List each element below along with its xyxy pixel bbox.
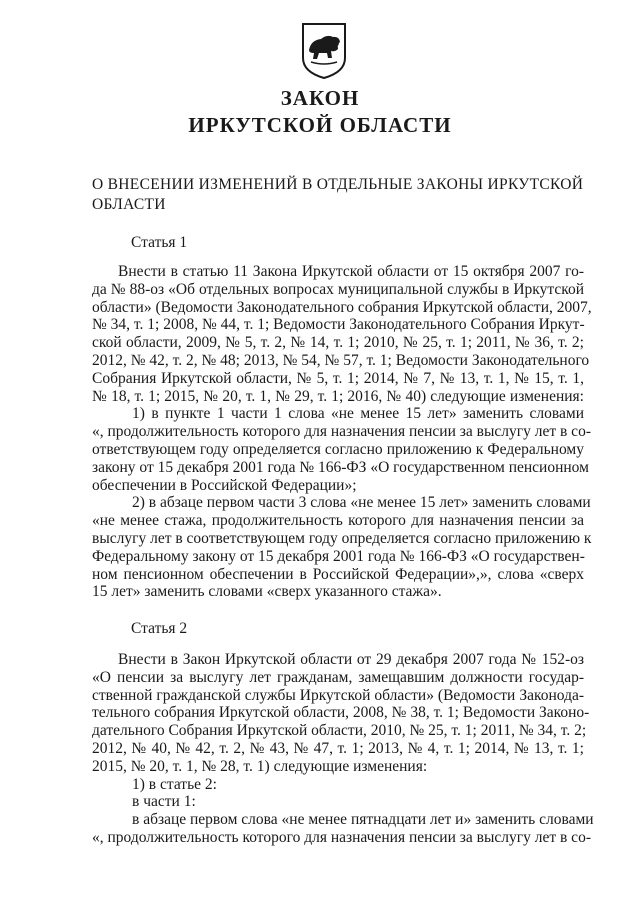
article-2-line: дательного Собрания Иркутской области, 2010, № 25, т. 1; 2011, № 34, т. 2; <box>92 722 587 740</box>
article-1-line: ответствующем году определяется согласно приложению к Федеральному <box>92 440 584 458</box>
article-1-heading: Статья 1 <box>131 234 188 251</box>
article-1-line: закону от 15 декабря 2001 года № 166-ФЗ «О государственном пенсионном <box>92 458 589 476</box>
article-1-line: выслугу лет в соответствующем году определяется согласно приложению к <box>92 529 592 547</box>
law-title-line2: ИРКУТСКОЙ ОБЛАСТИ <box>188 113 452 137</box>
article-1-line: области» (Ведомости Законодательного собрания Иркутской области, 2007, <box>92 298 592 316</box>
article-1-line: Собрания Иркутской области, № 5, т. 1; 2014, № 7, № 13, т. 1, № 15, т. 1, <box>92 369 584 387</box>
article-1-text <box>92 263 592 601</box>
irkutsk-coat-of-arms-icon <box>301 22 347 80</box>
article-2-line: в части 1: <box>132 793 196 811</box>
article-1-line: 2012, № 42, т. 2, № 48; 2013, № 54, № 57, т. 1; Ведомости Законодательного <box>92 351 590 369</box>
article-2-line: в абзаце первом слова «не менее пятнадцати лет и» заменить словами <box>132 811 594 829</box>
law-subject-line1: О ВНЕСЕНИИ ИЗМЕНЕНИЙ В ОТДЕЛЬНЫЕ ЗАКОНЫ ИРКУТСКОЙ <box>92 176 584 193</box>
article-1-line: Внести в статью 11 Закона Иркутской области от 15 октября 2007 го- <box>118 263 584 280</box>
law-subject-line2: ОБЛАСТИ <box>92 196 166 213</box>
article-2-line: 2015, № 20, т. 1, № 28, т. 1) следующие изменения: <box>92 757 428 775</box>
article-1-line: обеспечении в Российской Федерации»; <box>92 476 357 494</box>
article-2-line: «, продолжительность которого для назначения пенсии за выслугу лет в со- <box>92 828 591 846</box>
article-2-line: Внести в Закон Иркутской области от 29 декабря 2007 года № 152-оз <box>118 651 584 668</box>
article-2-line: 2012, № 40, № 42, т. 2, № 43, № 47, т. 1; 2013, № 4, т. 1; 2014, № 13, т. 1; <box>92 739 584 757</box>
law-title-line1: ЗАКОН <box>280 86 360 110</box>
article-2-line: ственной гражданской службы Иркутской области» (Ведомости Законода- <box>92 686 584 704</box>
article-1-line: «, продолжительность которого для назначения пенсии за выслугу лет в со- <box>92 423 591 441</box>
article-1-line: «не менее стажа, продолжительность которого для назначения пенсии за <box>92 512 584 530</box>
article-1-line: ном пенсионном обеспечении в Российской Федерации»,», слова «сверх <box>92 565 584 583</box>
article-1-line: Федеральному закону от 15 декабря 2001 года № 166-ФЗ «О государствен- <box>92 547 585 565</box>
article-1-line: 2) в абзаце первом части 3 слова «не менее 15 лет» заменить словами <box>132 494 591 512</box>
article-1-line: 1) в пункте 1 части 1 слова «не менее 15 лет» заменить словами <box>132 405 584 423</box>
article-2-line: тельного собрания Иркутской области, 2008, № 38, т. 1; Ведомости Законо- <box>92 704 590 722</box>
article-1-line: ской области, 2009, № 5, т. 2, № 14, т. 1; 2010, № 25, т. 1; 2011, № 36, т. 2; <box>92 334 584 352</box>
article-2-heading: Статья 2 <box>131 620 188 637</box>
law-subject <box>92 175 587 215</box>
article-1-line: № 18, т. 1; 2015, № 20, т. 1, № 29, т. 1; 2016, № 40) следующие изменения: <box>92 387 584 405</box>
article-1-line: № 34, т. 1; 2008, № 44, т. 1; Ведомости Законодательного Собрания Иркут- <box>92 316 585 334</box>
article-1-line: 15 лет» заменить словами «сверх указанного стажа». <box>92 583 442 601</box>
article-2-line: «О пенсии за выслугу лет гражданам, замещавшим должности государ- <box>92 668 584 686</box>
article-1-line: да № 88-оз «Об отдельных вопросах муниципальной службы в Иркутской <box>92 280 584 298</box>
article-2-line: 1) в статье 2: <box>132 775 217 793</box>
article-2-text <box>92 651 594 847</box>
